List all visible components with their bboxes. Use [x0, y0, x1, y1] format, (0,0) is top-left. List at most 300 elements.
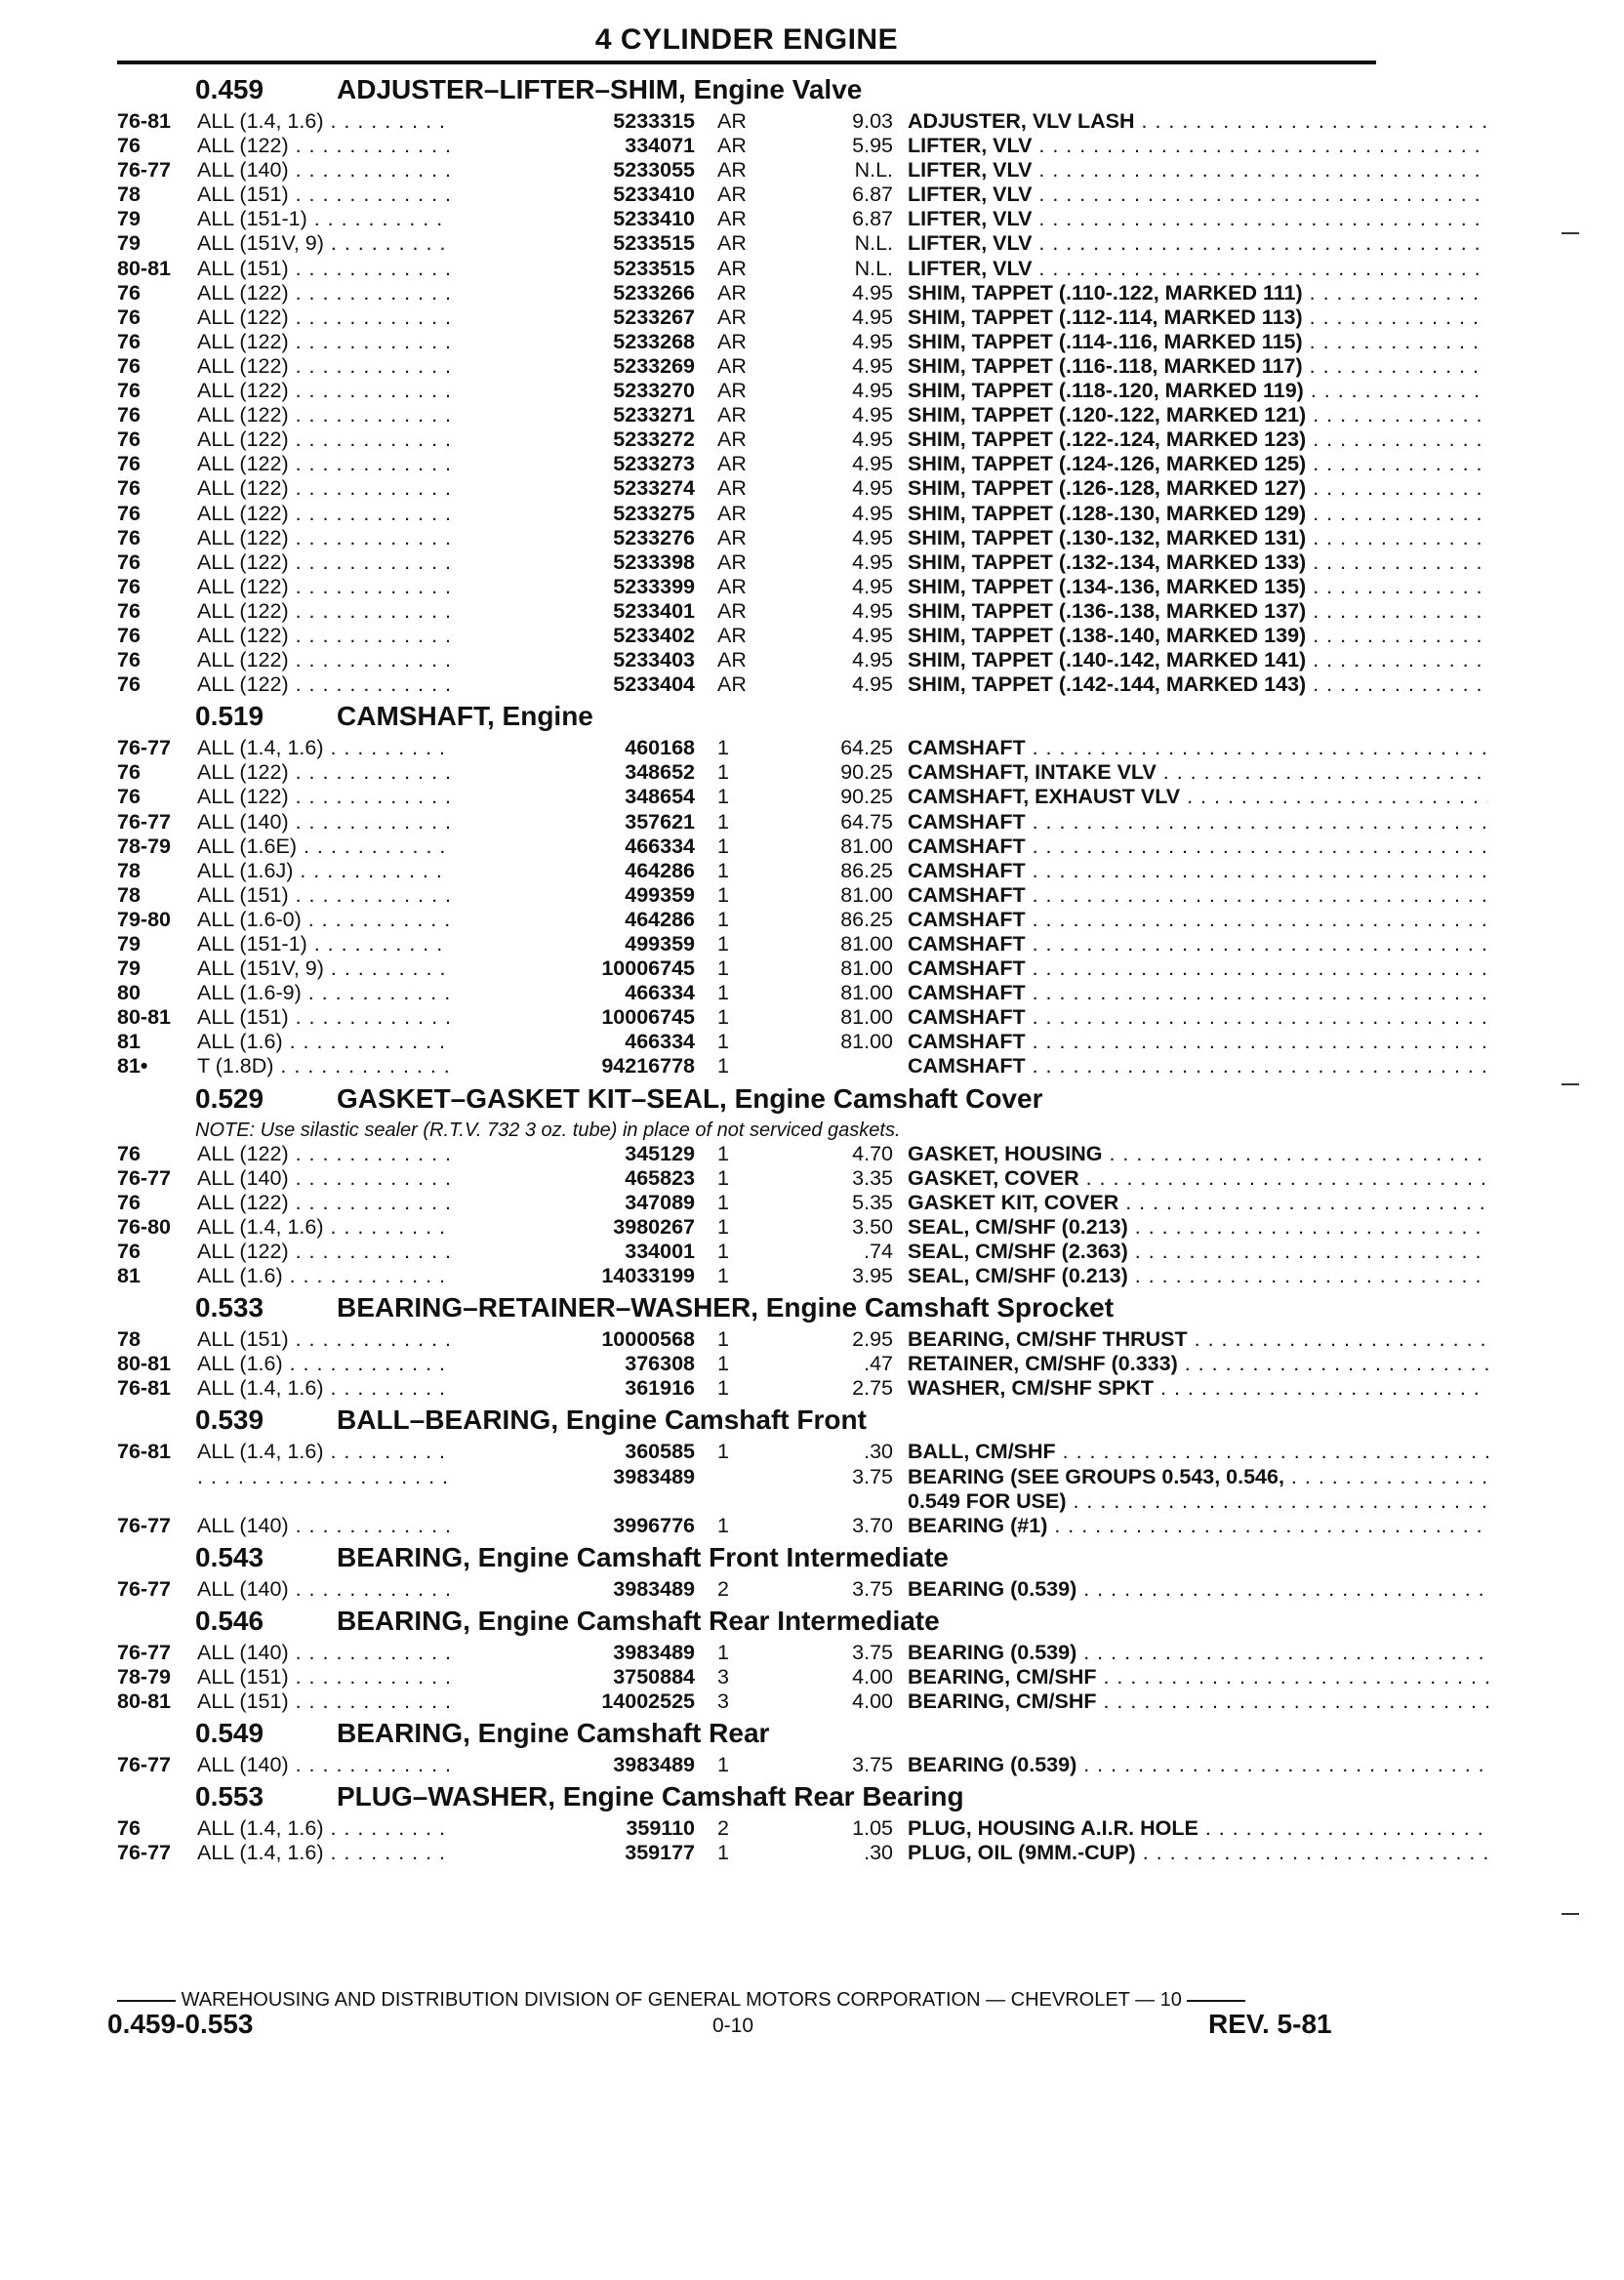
footer-group-range: 0.459-0.553: [107, 2009, 254, 2039]
model-application: ALL (122) . . .: [197, 305, 451, 330]
quantity: AR: [717, 379, 747, 403]
part-row: [117, 403, 1386, 428]
margin-mark: [1562, 1083, 1579, 1085]
part-row: [117, 981, 1386, 1005]
part-row: [117, 859, 1386, 883]
part-row: [117, 1665, 1386, 1690]
quantity: 1: [717, 785, 729, 809]
section-heading: [117, 1777, 1386, 1816]
section-heading: [117, 1538, 1386, 1577]
part-number: 5233267: [451, 305, 695, 330]
model-year: 76-77: [117, 1576, 171, 1601]
part-number: 5233402: [451, 624, 695, 648]
model-application: ALL (122) . . .: [197, 379, 451, 403]
part-description: RETAINER, CM/SHF (0.333) . . .: [908, 1352, 1488, 1376]
quantity: AR: [717, 623, 747, 647]
model-application: ALL (122) . . .: [197, 526, 451, 550]
model-application: ALL (140) . . .: [197, 810, 451, 835]
price: 81.00: [840, 957, 893, 981]
section-heading: [117, 70, 1386, 109]
model-year: 76: [117, 598, 141, 623]
part-number: 14033199: [451, 1264, 695, 1288]
section-number: 0.549: [195, 1718, 264, 1749]
model-year: 76-77: [117, 1165, 171, 1190]
part-row: [117, 183, 1386, 207]
part-description: CAMSHAFT . . .: [908, 957, 1488, 981]
part-description: ADJUSTER, VLV LASH . . .: [908, 109, 1488, 134]
price: 4.95: [852, 329, 893, 353]
section-title: BEARING, Engine Camshaft Front Intermediate: [337, 1541, 949, 1572]
part-row: [117, 526, 1386, 550]
model-application: ALL (140) . . .: [197, 158, 451, 183]
part-row: [117, 109, 1386, 134]
section-number: 0.539: [195, 1405, 264, 1436]
margin-mark: [1562, 232, 1579, 234]
quantity: 1: [717, 882, 729, 907]
part-number: 5233398: [451, 550, 695, 575]
model-application: ALL (1.6) . . .: [197, 1352, 451, 1376]
part-number: 3983489: [451, 1753, 695, 1777]
model-year: 80: [117, 981, 141, 1005]
model-application: [197, 1465, 451, 1489]
section-heading: [117, 697, 1386, 736]
part-row: [117, 1641, 1386, 1665]
part-description: LIFTER, VLV . . .: [908, 231, 1488, 256]
section-title: ADJUSTER–LIFTER–SHIM, Engine Valve: [337, 74, 863, 104]
price: 81.00: [840, 1030, 893, 1054]
section-heading: [117, 1602, 1386, 1641]
model-year: 80-81: [117, 1690, 171, 1714]
section-number: 0.519: [195, 701, 264, 732]
model-year: 80-81: [117, 1352, 171, 1376]
quantity: 1: [717, 1513, 729, 1537]
price: 4.95: [852, 550, 893, 574]
model-year: 76: [117, 305, 141, 329]
part-row: [117, 257, 1386, 281]
quantity: AR: [717, 207, 747, 231]
model-application: ALL (1.6) . . .: [197, 1030, 451, 1054]
section-note: NOTE: Use silastic sealer (R.T.V. 732 3 oz. tube) in place of not serviced gaskets.: [195, 1119, 901, 1141]
part-number: 5233273: [451, 452, 695, 476]
part-description: GASKET, COVER . . .: [908, 1166, 1488, 1191]
model-application: ALL (122) . . .: [197, 575, 451, 599]
price: 3.70: [852, 1513, 893, 1537]
price: 4.70: [852, 1141, 893, 1165]
quantity: 1: [717, 1841, 729, 1865]
price: 4.95: [852, 525, 893, 550]
model-year: 76: [117, 379, 141, 403]
part-description: BALL, CM/SHF . . .: [908, 1440, 1488, 1464]
part-row: [117, 1166, 1386, 1191]
price: 86.25: [840, 858, 893, 882]
part-number: 14002525: [451, 1690, 695, 1714]
model-year: 76: [117, 403, 141, 428]
quantity: 3: [717, 1664, 729, 1689]
part-row: [117, 957, 1386, 981]
part-number: 5233274: [451, 476, 695, 501]
model-application: ALL (151V, 9) . . .: [197, 957, 451, 981]
model-year: 78-79: [117, 834, 171, 858]
part-description: 0.549 FOR USE) . . .: [908, 1489, 1488, 1514]
part-description: SHIM, TAPPET (.132-.134, MARKED 133) . . .: [908, 550, 1488, 575]
price: 3.75: [852, 1640, 893, 1664]
price: 64.75: [840, 809, 893, 834]
quantity: AR: [717, 305, 747, 329]
price: 81.00: [840, 981, 893, 1005]
footer-publisher-line: [117, 1989, 1376, 2012]
model-application: ALL (122) . . .: [197, 550, 451, 575]
model-application: ALL (1.6-9) . . .: [197, 981, 451, 1005]
part-number: 10000568: [451, 1327, 695, 1352]
model-year: 78: [117, 183, 141, 207]
model-application: ALL (151) . . .: [197, 183, 451, 207]
part-number: 5233410: [451, 183, 695, 207]
section-heading: [117, 1079, 1386, 1119]
part-row: [117, 883, 1386, 908]
part-row: [117, 281, 1386, 305]
part-number: 466334: [451, 835, 695, 859]
part-description: BEARING (0.539) . . .: [908, 1753, 1488, 1777]
model-year: 76: [117, 280, 141, 305]
model-application: T (1.8D) . . .: [197, 1054, 451, 1079]
part-number: 464286: [451, 859, 695, 883]
quantity: AR: [717, 134, 747, 158]
part-row: [117, 810, 1386, 835]
part-row: [117, 760, 1386, 785]
quantity: 1: [717, 1264, 729, 1288]
part-row: [117, 599, 1386, 624]
model-application: ALL (151) . . .: [197, 1665, 451, 1690]
quantity: 1: [717, 809, 729, 834]
quantity: 1: [717, 834, 729, 858]
model-application: ALL (122) . . .: [197, 476, 451, 501]
part-row: [117, 1030, 1386, 1054]
part-row: [117, 908, 1386, 932]
part-number: 3983489: [451, 1577, 695, 1602]
quantity: 1: [717, 907, 729, 931]
model-year: 76-77: [117, 158, 171, 183]
model-year: 76-77: [117, 736, 171, 760]
price: 1.05: [852, 1816, 893, 1841]
model-year: 78-79: [117, 1664, 171, 1689]
quantity: AR: [717, 329, 747, 353]
part-description: SHIM, TAPPET (.114-.116, MARKED 115) . . .: [908, 330, 1488, 354]
model-application: ALL (1.4, 1.6) . . .: [197, 1440, 451, 1464]
part-row: [117, 476, 1386, 501]
section-number: 0.459: [195, 74, 264, 104]
model-application: ALL (122) . . .: [197, 624, 451, 648]
model-year: 76: [117, 623, 141, 647]
model-application: ALL (122) . . .: [197, 403, 451, 428]
part-row: [117, 1816, 1386, 1841]
price: 4.95: [852, 648, 893, 672]
price: 3.95: [852, 1264, 893, 1288]
footer-rule-left: [117, 2000, 176, 2002]
quantity: 1: [717, 1440, 729, 1464]
quantity: AR: [717, 231, 747, 256]
part-description: SHIM, TAPPET (.142-.144, MARKED 143) . . .: [908, 672, 1488, 697]
part-number: 357621: [451, 810, 695, 835]
part-number: 499359: [451, 883, 695, 908]
model-year: 76-77: [117, 1513, 171, 1537]
model-application: ALL (1.6J) . . .: [197, 859, 451, 883]
model-year: 76-77: [117, 1841, 171, 1865]
quantity: 1: [717, 736, 729, 760]
price: .30: [864, 1440, 893, 1464]
price: 4.95: [852, 403, 893, 428]
part-row: [117, 1240, 1386, 1264]
part-description: CAMSHAFT . . .: [908, 981, 1488, 1005]
part-description: BEARING (0.539) . . .: [908, 1577, 1488, 1602]
price: 4.95: [852, 452, 893, 476]
model-year: 76: [117, 574, 141, 598]
part-number: 345129: [451, 1142, 695, 1166]
part-row: [117, 624, 1386, 648]
price: 4.00: [852, 1690, 893, 1714]
price: 6.87: [852, 183, 893, 207]
part-number: 5233276: [451, 526, 695, 550]
model-application: ALL (1.4, 1.6) . . .: [197, 1841, 451, 1865]
section-number: 0.546: [195, 1605, 264, 1636]
part-number: 499359: [451, 932, 695, 957]
part-description: GASKET KIT, COVER . . .: [908, 1191, 1488, 1215]
quantity: 1: [717, 932, 729, 956]
part-number: 348652: [451, 760, 695, 785]
part-description: BEARING (#1) . . .: [908, 1514, 1488, 1538]
section-number: 0.533: [195, 1292, 264, 1323]
price: 2.75: [852, 1376, 893, 1401]
model-year: 76-77: [117, 809, 171, 834]
part-description: SEAL, CM/SHF (2.363) . . .: [908, 1240, 1488, 1264]
model-year: 76: [117, 1190, 141, 1214]
part-row: [117, 305, 1386, 330]
model-application: ALL (140) . . .: [197, 1753, 451, 1777]
quantity: AR: [717, 428, 747, 452]
model-year: 76: [117, 1239, 141, 1263]
model-application: ALL (1.6-0) . . .: [197, 908, 451, 932]
model-application: ALL (140) . . .: [197, 1577, 451, 1602]
price: 90.25: [840, 760, 893, 785]
quantity: 2: [717, 1576, 729, 1601]
price: N.L.: [854, 231, 893, 256]
part-number: 5233315: [451, 109, 695, 134]
part-description: SHIM, TAPPET (.122-.124, MARKED 123) . . .: [908, 428, 1488, 452]
price: .30: [864, 1841, 893, 1865]
part-number: 347089: [451, 1191, 695, 1215]
part-description: PLUG, OIL (9MM.-CUP) . . .: [908, 1841, 1488, 1865]
part-number: 464286: [451, 908, 695, 932]
model-application: ALL (140) . . .: [197, 1514, 451, 1538]
price: 4.00: [852, 1664, 893, 1689]
part-row: [117, 1352, 1386, 1376]
quantity: AR: [717, 109, 747, 133]
model-application: ALL (122) . . .: [197, 760, 451, 785]
part-number: 334001: [451, 1240, 695, 1264]
model-year: 81: [117, 1264, 141, 1288]
part-description: SHIM, TAPPET (.126-.128, MARKED 127) . . .: [908, 476, 1488, 501]
model-year: 76-81: [117, 1440, 171, 1464]
part-description: CAMSHAFT . . .: [908, 1054, 1488, 1079]
section-number: 0.529: [195, 1082, 264, 1114]
quantity: AR: [717, 353, 747, 378]
part-description: LIFTER, VLV . . .: [908, 183, 1488, 207]
model-application: ALL (151) . . .: [197, 1005, 451, 1030]
model-year: 79-80: [117, 907, 171, 931]
part-row: [117, 672, 1386, 697]
quantity: 1: [717, 1352, 729, 1376]
part-description: SHIM, TAPPET (.136-.138, MARKED 137) . . .: [908, 599, 1488, 624]
model-year: 76: [117, 476, 141, 501]
section-heading: [117, 1401, 1386, 1440]
part-description: SHIM, TAPPET (.134-.136, MARKED 135) . . .: [908, 575, 1488, 599]
part-description: BEARING (SEE GROUPS 0.543, 0.546, . . .: [908, 1465, 1488, 1489]
part-row: [117, 1841, 1386, 1865]
quantity: 1: [717, 1640, 729, 1664]
part-number: 5233399: [451, 575, 695, 599]
part-number: 465823: [451, 1166, 695, 1191]
price: 3.50: [852, 1214, 893, 1239]
model-year: 76: [117, 785, 141, 809]
price: 81.00: [840, 882, 893, 907]
section-title: BEARING, Engine Camshaft Rear Intermediate: [337, 1605, 940, 1636]
part-description: SEAL, CM/SHF (0.213) . . .: [908, 1215, 1488, 1240]
price: 4.95: [852, 501, 893, 525]
part-row: [117, 835, 1386, 859]
quantity: AR: [717, 452, 747, 476]
part-number: 5233515: [451, 257, 695, 281]
part-description: BEARING, CM/SHF . . .: [908, 1690, 1488, 1714]
part-description: SHIM, TAPPET (.128-.130, MARKED 129) . . .: [908, 502, 1488, 526]
section-title: BEARING–RETAINER–WASHER, Engine Camshaft Sprocket: [337, 1292, 1115, 1323]
model-application: ALL (122) . . .: [197, 281, 451, 305]
model-application: ALL (151V, 9) . . .: [197, 231, 451, 256]
quantity: 1: [717, 1753, 729, 1777]
model-year: 76: [117, 428, 141, 452]
part-row: [117, 452, 1386, 476]
quantity: AR: [717, 256, 747, 280]
model-application: ALL (122) . . .: [197, 648, 451, 672]
quantity: 1: [717, 1141, 729, 1165]
model-application: ALL (151) . . .: [197, 883, 451, 908]
part-row: [117, 1514, 1386, 1538]
model-application: ALL (122) . . .: [197, 785, 451, 809]
quantity: 1: [717, 1030, 729, 1054]
parts-sections: [117, 70, 1386, 1865]
part-row: [117, 1142, 1386, 1166]
model-year: 80-81: [117, 1005, 171, 1030]
price: .47: [864, 1352, 893, 1376]
price: 4.95: [852, 305, 893, 329]
section-title: BEARING, Engine Camshaft Rear: [337, 1718, 770, 1749]
part-description: CAMSHAFT, EXHAUST VLV . . .: [908, 785, 1488, 809]
part-row: [117, 207, 1386, 231]
part-row: [117, 1264, 1386, 1288]
model-year: 76-81: [117, 109, 171, 133]
part-number: 5233272: [451, 428, 695, 452]
part-number: 10006745: [451, 1005, 695, 1030]
part-row: [117, 1005, 1386, 1030]
model-year: 76: [117, 672, 141, 697]
quantity: 1: [717, 1376, 729, 1401]
part-number: 3983489: [451, 1641, 695, 1665]
part-number: 5233410: [451, 207, 695, 231]
price: 6.87: [852, 207, 893, 231]
part-number: 5233269: [451, 354, 695, 379]
part-number: 376308: [451, 1352, 695, 1376]
part-number: 466334: [451, 981, 695, 1005]
part-row: [117, 330, 1386, 354]
part-description: CAMSHAFT . . .: [908, 883, 1488, 908]
part-description: LIFTER, VLV . . .: [908, 257, 1488, 281]
part-row: [117, 1465, 1386, 1489]
section-title: BALL–BEARING, Engine Camshaft Front: [337, 1405, 867, 1436]
model-year: 76: [117, 1141, 141, 1165]
model-application: ALL (122) . . .: [197, 134, 451, 158]
part-number: 10006745: [451, 957, 695, 981]
price: 5.95: [852, 134, 893, 158]
part-row: [117, 231, 1386, 256]
quantity: 1: [717, 1214, 729, 1239]
part-description: SHIM, TAPPET (.120-.122, MARKED 121) . . .: [908, 403, 1488, 428]
footer-page-number: 0-10: [712, 2015, 754, 2037]
part-description: SHIM, TAPPET (.124-.126, MARKED 125) . . .: [908, 452, 1488, 476]
model-application: ALL (151) . . .: [197, 1690, 451, 1714]
part-number: 5233403: [451, 648, 695, 672]
quantity: 2: [717, 1816, 729, 1841]
model-application: ALL (1.6E) . . .: [197, 835, 451, 859]
part-description: SHIM, TAPPET (.118-.120, MARKED 119) . . .: [908, 379, 1488, 403]
price: 4.95: [852, 623, 893, 647]
price: 4.95: [852, 428, 893, 452]
part-description: CAMSHAFT . . .: [908, 859, 1488, 883]
part-row: [117, 1376, 1386, 1401]
quantity: 1: [717, 957, 729, 981]
margin-mark: [1562, 1913, 1579, 1915]
quantity: AR: [717, 598, 747, 623]
model-application: ALL (1.4, 1.6) . . .: [197, 1816, 451, 1841]
model-year: 76: [117, 329, 141, 353]
part-row: [117, 1327, 1386, 1352]
model-application: ALL (122) . . .: [197, 502, 451, 526]
part-number: 466334: [451, 1030, 695, 1054]
model-application: ALL (140) . . .: [197, 1166, 451, 1191]
part-description: SHIM, TAPPET (.138-.140, MARKED 139) . . .: [908, 624, 1488, 648]
part-description: LIFTER, VLV . . .: [908, 207, 1488, 231]
model-application: ALL (122) . . .: [197, 672, 451, 697]
part-row: [117, 1215, 1386, 1240]
price: 81.00: [840, 834, 893, 858]
part-row: [117, 1577, 1386, 1602]
quantity: AR: [717, 672, 747, 697]
part-description: SHIM, TAPPET (.140-.142, MARKED 141) . . .: [908, 648, 1488, 672]
model-year: 76: [117, 452, 141, 476]
price: 4.95: [852, 379, 893, 403]
part-number: 359110: [451, 1816, 695, 1841]
quantity: 1: [717, 1239, 729, 1263]
part-row: [117, 379, 1386, 403]
section-number: 0.543: [195, 1541, 264, 1572]
model-application: ALL (122) . . .: [197, 599, 451, 624]
model-year: 76: [117, 760, 141, 785]
model-year: 78: [117, 858, 141, 882]
price: 3.75: [852, 1464, 893, 1488]
model-application: ALL (151-1) . . .: [197, 207, 451, 231]
model-application: ALL (122) . . .: [197, 452, 451, 476]
price: 90.25: [840, 785, 893, 809]
model-application: ALL (122) . . .: [197, 1191, 451, 1215]
part-row: [117, 1054, 1386, 1079]
part-description: GASKET, HOUSING . . .: [908, 1142, 1488, 1166]
